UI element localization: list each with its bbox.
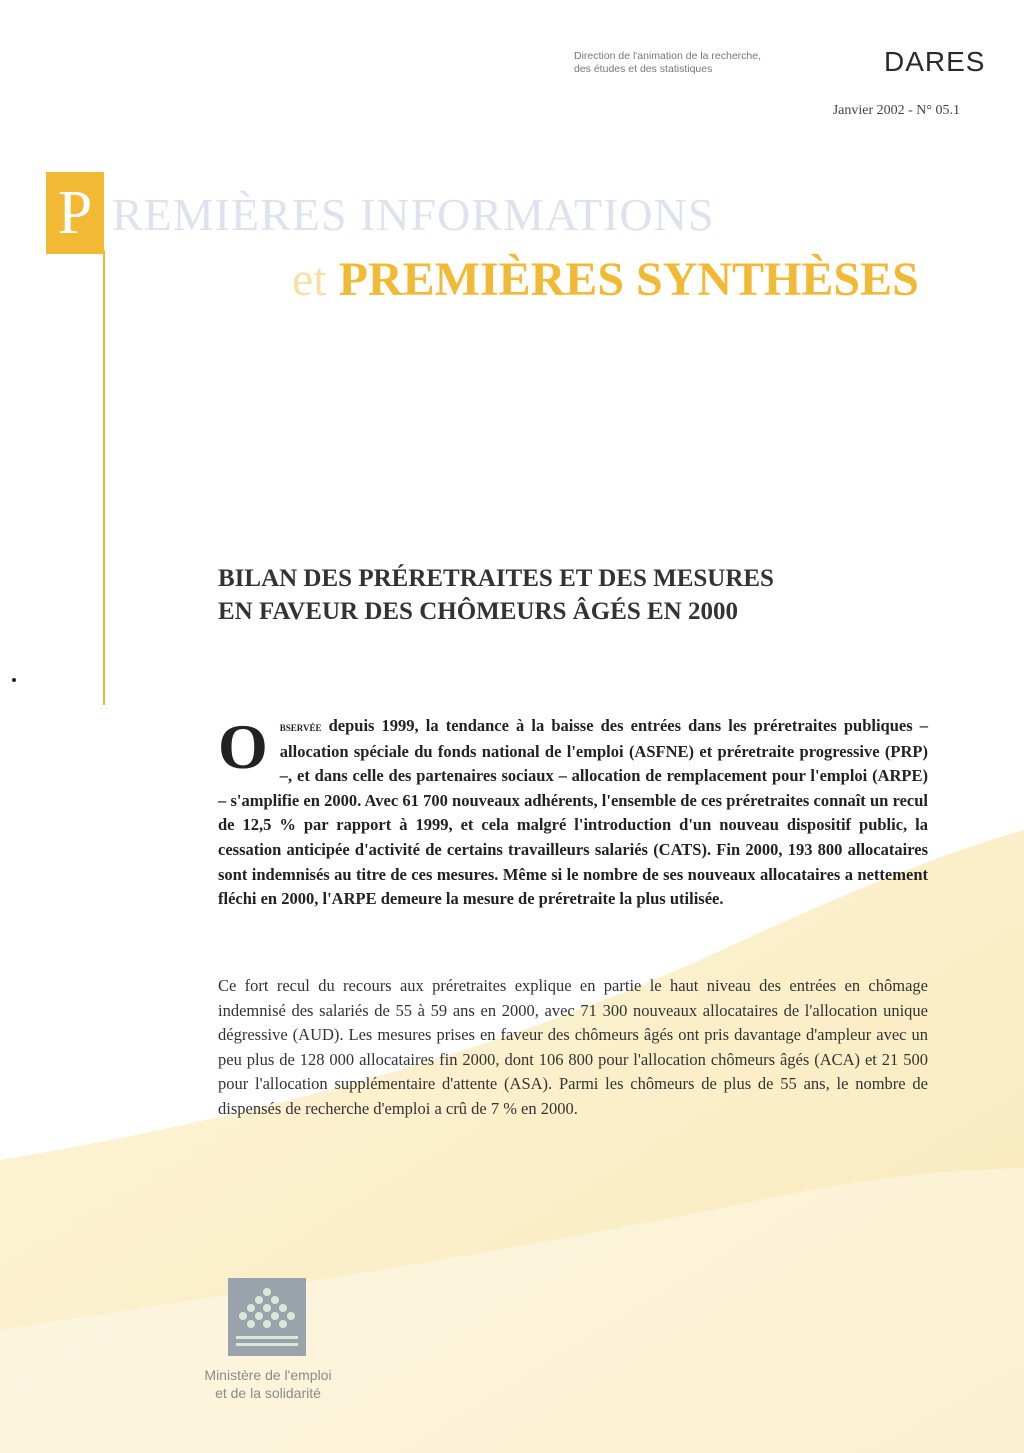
ministry-logo-icon — [228, 1278, 306, 1356]
masthead-vertical-rule — [103, 250, 105, 705]
agency-line-1: Direction de l'animation de la recherche, — [574, 50, 762, 62]
issue-date-number: Janvier 2002 - N° 05.1 — [832, 103, 960, 118]
abstract-paragraph-1 — [218, 711, 928, 912]
ministry-line-2: et de la solidarité — [215, 1385, 321, 1401]
brand-logo-text: DARES — [884, 46, 986, 77]
paragraph-1-text: depuis 1999, la tendance à la baisse des entrées dans les préretraites publiques – allocation spéciale du fonds national de l'emploi (ASFNE) et préretraite progressive (PRP) –, et dans celle des partenaires sociaux – allocation de remplacement pour l'emploi (ARPE) – s'amplifie en 2000. Avec 61 700 nouveaux adhérents, l'ensemble de ces préretraites connaît un recul de 12,5 % par rapport à 1999, et cela malgré l'introduction d'un nouveau dispositif public, la cessation anticipée d'activité de certains travailleurs salariés (CATS). Fin 2000, 193 800 allocataires sont indemnisés au titre de ces mesures. Même si le nombre de ses nouveaux allocataires a nettement fléchi en 2000, l'ARPE demeure la mesure de préretraite la plus utilisée. — [218, 716, 928, 909]
masthead-et: et — [292, 253, 327, 306]
masthead-title-line-2 — [292, 252, 919, 307]
headline-line-2: EN FAVEUR DES CHÔMEURS ÂGÉS EN 2000 — [218, 598, 738, 625]
masthead-initial: P — [46, 172, 104, 254]
masthead-syntheses: PREMIÈRES SYNTHÈSES — [338, 253, 919, 306]
ministry-line-1: Ministère de l'emploi — [204, 1367, 332, 1383]
ministry-name — [168, 1366, 368, 1402]
abstract-paragraph-2: Ce fort recul du recours aux préretraites explique en partie le haut niveau des entrées en chômage indemnisé des salariés de 55 à 59 ans en 2000, avec 71 300 nouveaux allocataires de l'allocation unique dégressive (AUD). Les mesures prises en faveur des chômeurs âgés ont pris davantage d'ampleur avec un peu plus de 128 000 allocataires fin 2000, dont 106 800 pour l'allocation chômeurs âgés (ACA) et 21 500 pour l'allocation supplémentaire d'attente (ASA). Parmi les chômeurs de plus de 55 ans, le nombre de dispensés de recherche d'emploi a crû de 7 % en 2000. — [218, 976, 928, 1118]
lead-word: bservée — [279, 719, 322, 734]
agency-line-2: des études et des statistiques — [574, 63, 713, 75]
agency-name — [574, 50, 824, 76]
masthead-title-line-1: REMIÈRES INFORMATIONS — [112, 189, 715, 240]
margin-dot — [12, 678, 16, 682]
headline-line-1: BILAN DES PRÉRETRAITES ET DES MESURES — [218, 565, 774, 592]
drop-cap: O — [218, 711, 268, 782]
article-headline — [218, 562, 938, 628]
